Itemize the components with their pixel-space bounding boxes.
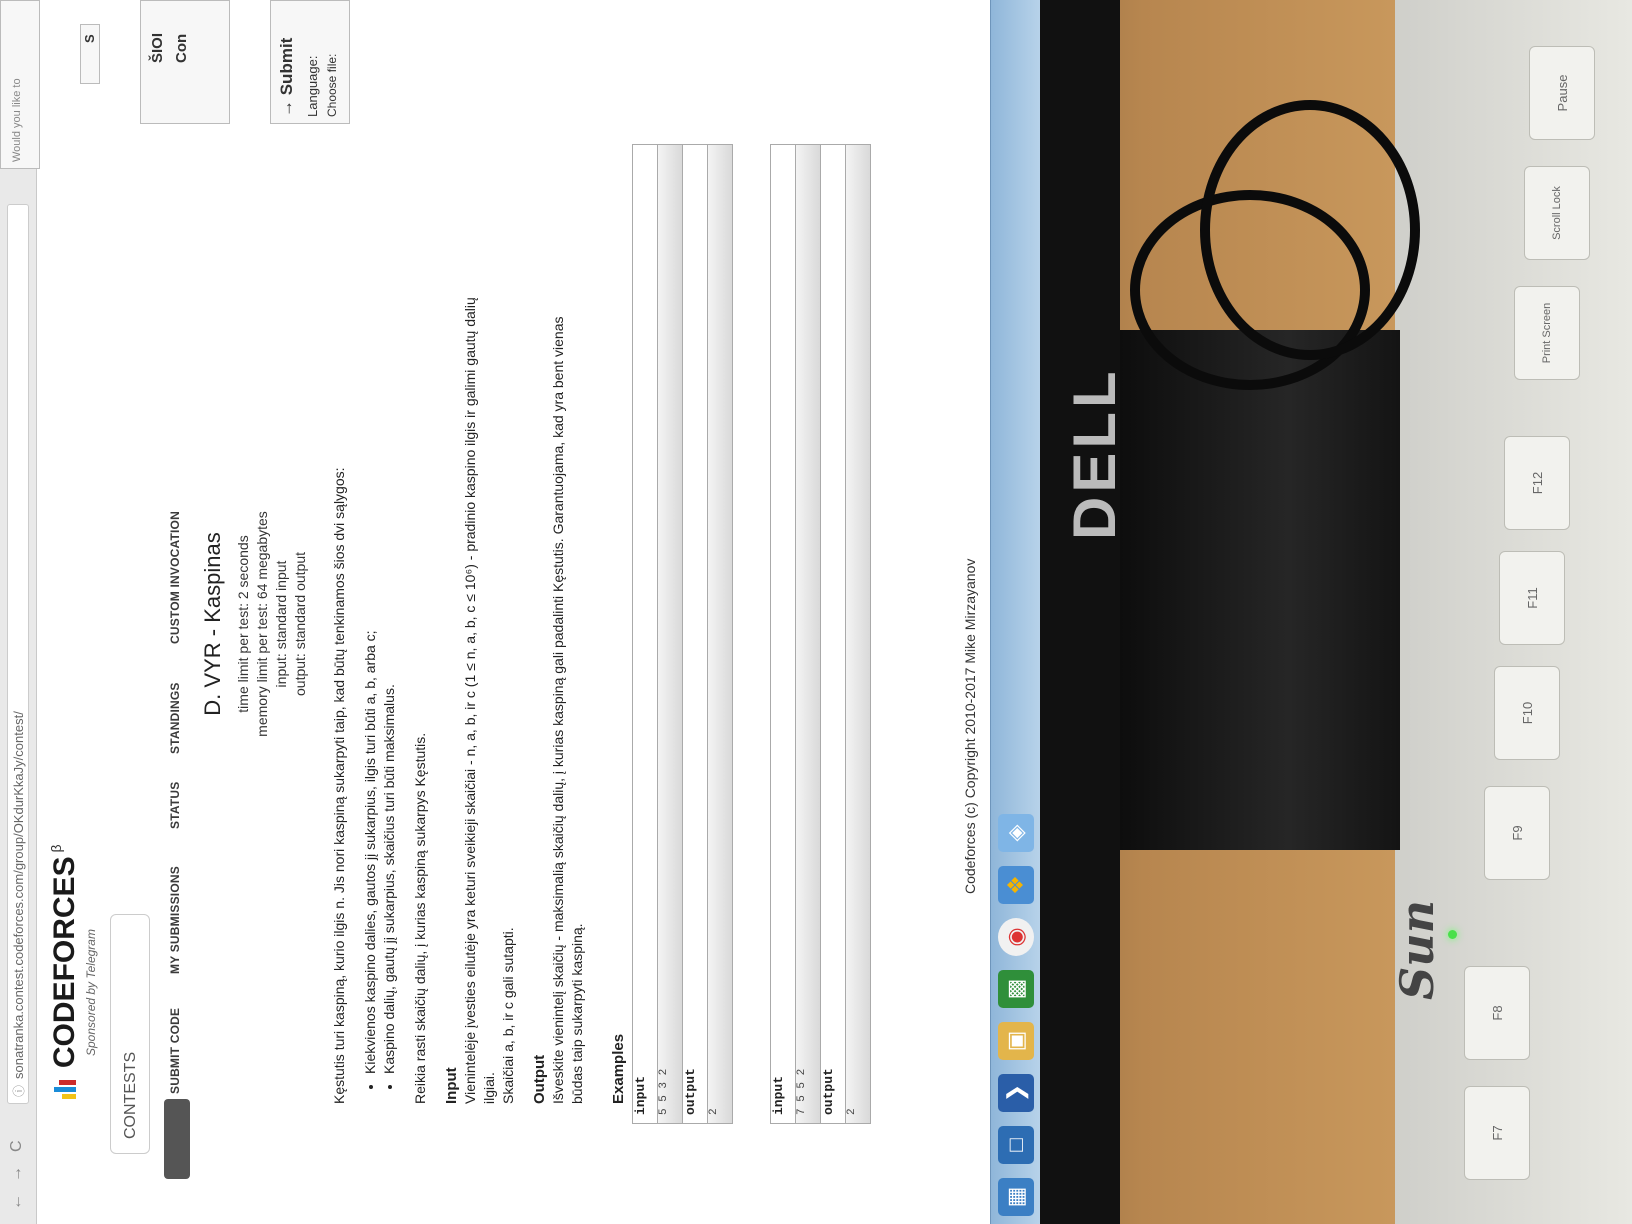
- example-output[interactable]: 2: [708, 145, 732, 1123]
- app-icon[interactable]: ◈: [998, 814, 1034, 852]
- powershell-icon[interactable]: ❯: [998, 1074, 1034, 1112]
- sidebar-top-link[interactable]: S: [82, 34, 97, 43]
- info-icon: ⓘ: [12, 1084, 26, 1097]
- num-lock-led: [1448, 930, 1457, 939]
- windows-start-icon[interactable]: ▦: [998, 1178, 1034, 1216]
- logo-bars-icon: [54, 1078, 76, 1099]
- cable: [1200, 100, 1420, 360]
- legend-text: Kęstutis turi kaspiną, kurio ilgis n. Jis nori kaspiną sukarpyti taip, kad būtų tenkinamos šios dvi sąlygos:: [331, 467, 347, 1104]
- tab-submit-code[interactable]: SUBMIT CODE: [168, 1007, 182, 1094]
- examples-title: Examples: [610, 1033, 627, 1104]
- example-input-label: input: [771, 145, 796, 1123]
- file-explorer-icon[interactable]: □: [998, 1126, 1034, 1164]
- sidebar-contest-box: [140, 0, 230, 124]
- language-label: Language:: [305, 55, 320, 117]
- choose-file-label: Choose file:: [325, 53, 339, 117]
- condition-item: • Kiekvienos kaspino dalies, gautos jį sukarpius, ilgis turi būti a, b, arba c;: [361, 284, 380, 1074]
- browser-toolbar: [0, 0, 37, 1224]
- logo-bar-yellow: [62, 1094, 76, 1099]
- key-f10: F10: [1494, 666, 1560, 760]
- keyboard-brand: Sun: [1390, 899, 1444, 1000]
- example-output-label: output: [683, 145, 708, 1123]
- logo-text: CODEFORCES: [48, 856, 81, 1069]
- forward-button[interactable]: →: [8, 1166, 25, 1182]
- tab-status[interactable]: STATUS: [168, 781, 182, 829]
- example-input[interactable]: 7 5 5 2: [796, 145, 821, 1123]
- output-section-title: Output: [531, 1054, 548, 1104]
- example-input[interactable]: 5 5 3 2: [658, 145, 683, 1123]
- key-pause: Pause: [1529, 46, 1595, 140]
- example-block: [632, 144, 733, 1124]
- key-scroll-lock: Scroll Lock: [1524, 166, 1590, 260]
- key-f12: F12: [1504, 436, 1570, 530]
- keyboard: [1395, 0, 1632, 1224]
- address-bar[interactable]: [7, 204, 29, 1104]
- tab-custom-invocation[interactable]: CUSTOM INVOCATION: [168, 511, 182, 644]
- store-icon[interactable]: ▩: [998, 970, 1034, 1008]
- task-text: Reikia rasti skaičių dalių, į kurias kaspiną sukarpys Kęstutis.: [412, 732, 428, 1104]
- monitor-brand: DELL: [1061, 367, 1128, 540]
- input-section-title: Input: [443, 1067, 460, 1104]
- page-footer: Codeforces (c) Copyright 2010-2017 Mike Mirzayanov: [962, 558, 978, 894]
- key-f11: F11: [1499, 551, 1565, 645]
- submit-box: [270, 0, 350, 124]
- chrome-icon[interactable]: ◉: [998, 918, 1034, 956]
- beta-mark: β: [48, 844, 64, 853]
- example-block: [770, 144, 871, 1124]
- key-print-screen: Print Screen: [1514, 286, 1580, 380]
- url-text: sonatranka.contest.codeforces.com/group/OKdurKkaJy/contest/: [11, 711, 26, 1079]
- key-f8: F8: [1464, 966, 1530, 1060]
- example-output-label: output: [821, 145, 846, 1123]
- back-button[interactable]: ←: [8, 1194, 25, 1210]
- tab-active-indicator: [164, 1099, 190, 1179]
- sidebar-contest-name[interactable]: ŠIOI: [149, 32, 166, 63]
- contest-tabs: [158, 0, 192, 1224]
- key-f7: F7: [1464, 1086, 1530, 1180]
- reload-button[interactable]: C: [8, 1140, 25, 1152]
- taskbar: [990, 0, 1040, 1224]
- sidebar-contest-status: Con: [173, 33, 190, 63]
- problem-header: [200, 324, 310, 924]
- sponsor-text: Sponsored by Telegram: [84, 929, 98, 1056]
- memory-limit: memory limit per test: 64 megabytes: [254, 511, 270, 737]
- input-description: Vienintelėje įvesties eilutėje yra keturi sveikieji skaičiai - n, a, b, ir c (1 ≤ n, a, b, c ≤ 10⁶) - pradinio kaspino ilgis ir galimi gautų dalių ilgiai.: [462, 297, 497, 1104]
- problem-statement: [330, 284, 599, 1104]
- output-file: output: standard output: [292, 552, 308, 696]
- condition-item: • Kaspino dalių, gautų jį sukarpius, skaičius turi būti maksimalus.: [380, 284, 399, 1074]
- windows-icon[interactable]: ❖: [998, 866, 1034, 904]
- contests-link[interactable]: CONTESTS: [110, 914, 150, 1154]
- conditions-list: [361, 284, 399, 1104]
- submit-title: → Submit: [277, 37, 296, 117]
- output-description: Išveskite vienintelį skaičių - maksimalią skaičių dalių, į kurias kaspiną gali padalinti Kęstutis. Garantuojama, kad yra bent vienas būdas taip sukarpyti kaspiną.: [550, 316, 585, 1104]
- tab-standings[interactable]: STANDINGS: [168, 682, 182, 754]
- codeforces-logo[interactable]: [48, 844, 82, 1099]
- logo-bar-red: [59, 1080, 76, 1085]
- example-input-label: input: [633, 145, 658, 1123]
- input-file: input: standard input: [273, 560, 289, 688]
- tab-my-submissions[interactable]: MY SUBMISSIONS: [168, 866, 182, 974]
- notification-box: [0, 0, 40, 169]
- input-description-2: Skaičiai a, b, ir c gali sutapti.: [500, 927, 516, 1104]
- notification-text: Would you like to: [11, 78, 23, 162]
- logo-bar-blue: [54, 1087, 76, 1092]
- example-output[interactable]: 2: [846, 145, 870, 1123]
- problem-title: D. VYR - Kaspinas: [200, 532, 225, 716]
- monitor-stand: [1120, 330, 1400, 850]
- folder-icon[interactable]: ▣: [998, 1022, 1034, 1060]
- key-f9: F9: [1484, 786, 1550, 880]
- time-limit: time limit per test: 2 seconds: [235, 535, 251, 713]
- sidebar-box-top: [80, 24, 100, 84]
